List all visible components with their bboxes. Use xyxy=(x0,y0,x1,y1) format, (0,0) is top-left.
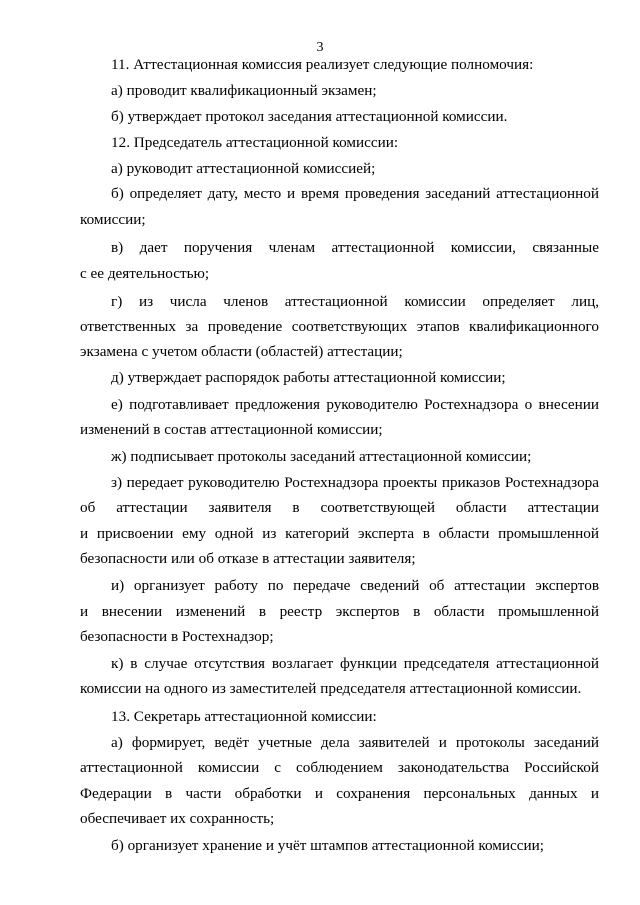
paragraph-line: в) дает поручения членам аттестационной комиссии, связанные xyxy=(111,239,599,256)
paragraph-line: 12. Председатель аттестационной комиссии: xyxy=(111,134,399,151)
paragraph-line: комиссии; xyxy=(80,211,146,228)
paragraph-line: с ее деятельностью; xyxy=(80,265,210,282)
paragraph-line: комиссии на одного из заместителей председателя аттестационной комиссии. xyxy=(80,680,582,697)
paragraph-line: б) определяет дату, место и время проведения заседаний аттестационной xyxy=(111,185,599,202)
paragraph-line: к) в случае отсутствия возлагает функции председателя аттестационной xyxy=(111,655,599,672)
paragraph-line: а) формирует, ведёт учетные дела заявителей и протоколы заседаний xyxy=(111,734,599,751)
paragraph-line: а) руководит аттестационной комиссией; xyxy=(111,160,376,177)
paragraph-line: безопасности или об отказе в аттестации заявителя; xyxy=(80,550,416,567)
page-number: 3 xyxy=(316,40,324,55)
paragraph-line: з) передает руководителю Ростехнадзора проекты приказов Ростехнадзора xyxy=(111,474,599,491)
paragraph-line: г) из числа членов аттестационной комиссии определяет лиц, xyxy=(111,293,599,310)
paragraph-line: б) организует хранение и учёт штампов аттестационной комиссии; xyxy=(111,837,544,854)
paragraph-line: е) подготавливает предложения руководителю Ростехнадзора о внесении xyxy=(111,396,599,413)
paragraph-line: изменений в состав аттестационной комиссии; xyxy=(80,421,383,438)
paragraph-line: безопасности в Ростехнадзор; xyxy=(80,628,274,645)
paragraph-line: и) организует работу по передаче сведений об аттестации экспертов xyxy=(111,577,599,594)
paragraph-line: Федерации в части обработки и сохранения персональных данных и xyxy=(80,785,599,802)
paragraph-line: 13. Секретарь аттестационной комиссии: xyxy=(111,708,377,725)
paragraph-line: б) утверждает протокол заседания аттестационной комиссии. xyxy=(111,108,508,125)
paragraph-line: экзамена с учетом области (областей) аттестации; xyxy=(80,343,403,360)
paragraph-line: и присвоении ему одной из категорий эксперта в области промышленной xyxy=(80,525,599,542)
paragraph-line: и внесении изменений в реестр экспертов в области промышленной xyxy=(80,603,599,620)
paragraph-line: ответственных за проведение соответствующих этапов квалификационного xyxy=(80,318,599,335)
paragraph-line: аттестационной комиссии с соблюдением законодательства Российской xyxy=(80,759,599,776)
paragraph-line: а) проводит квалификационный экзамен; xyxy=(111,82,377,99)
paragraph-line: обеспечивает их сохранность; xyxy=(80,810,275,827)
paragraph-line: об аттестации заявителя в соответствующей области аттестации xyxy=(80,499,599,516)
paragraph-line: 11. Аттестационная комиссия реализует следующие полномочия: xyxy=(111,56,534,73)
paragraph-line: ж) подписывает протоколы заседаний аттестационной комиссии; xyxy=(111,448,532,465)
paragraph-line: д) утверждает распорядок работы аттестационной комиссии; xyxy=(111,369,506,386)
